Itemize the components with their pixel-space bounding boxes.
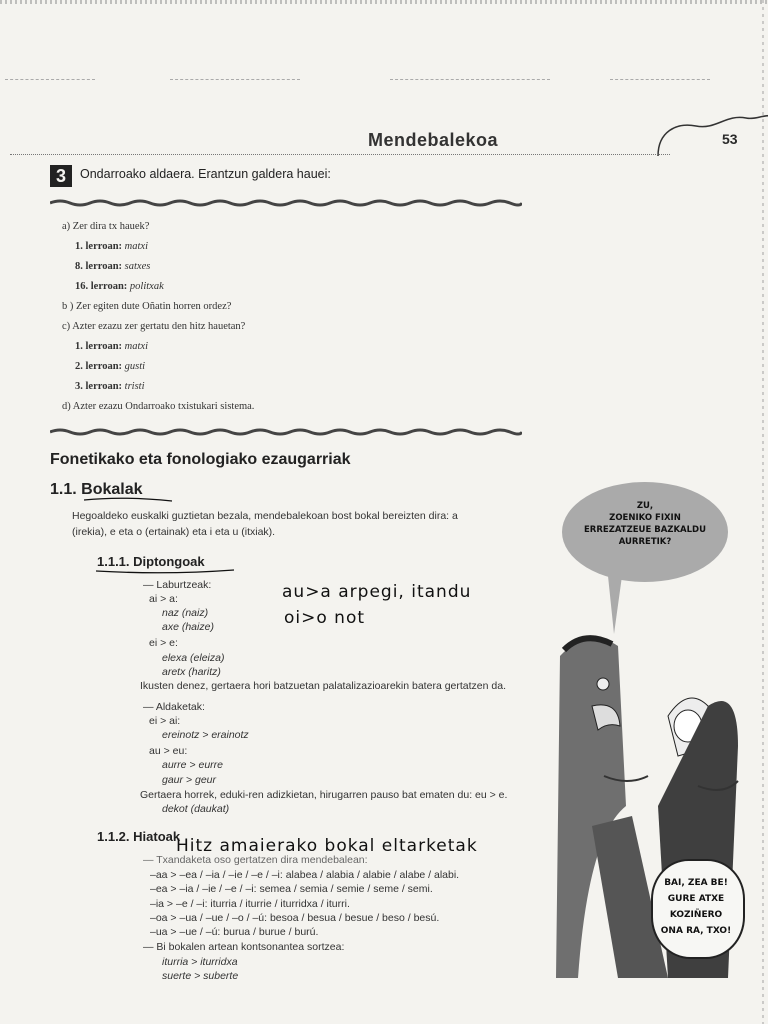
example-iturria: iturria > iturridxa — [162, 956, 238, 968]
hiato-ia: –ia > –e / –i: iturria / iturrie / iturridxa / iturri. — [150, 898, 350, 910]
rule-ei-ai: ei > ai: — [149, 715, 181, 727]
subsection-diptongoak-title: 1.1.1. Diptongoak — [97, 554, 205, 569]
torn-divider-top — [50, 199, 522, 207]
question-a: a) Zer dira tx hauek? — [62, 221, 150, 232]
page-number: 53 — [722, 131, 738, 147]
question-a-item-3: 16. lerroan: politxak — [75, 281, 164, 292]
question-a-item-1: 1. lerroan: matxi — [75, 241, 148, 252]
question-d: d) Azter ezazu Ondarroako txistukari sistema. — [62, 401, 255, 412]
bokalak-body-line-1: Hegoaldeko euskalki guztietan bezala, mendebalekoan bost bokal bereizten dira: a — [72, 510, 458, 522]
handwritten-note-2: oi>o not — [284, 608, 366, 628]
ikusten-text: Ikusten denez, gertaera hori batzuetan palatalizazioarekin batera gertatzen da. — [140, 680, 506, 692]
hiato-aa: –aa > –ea / –ia / –ie / –e / –i: alabea / alabia / alabie / alabe / alabi. — [150, 869, 460, 881]
exercise-number-badge: 3 — [50, 165, 72, 187]
speech-bubble-white-text: BAI, ZEA BE! GURE ATXE KOZIÑERO ONA RA, TXO! — [660, 878, 732, 936]
scan-dash — [390, 79, 550, 82]
handwritten-underline — [84, 496, 174, 504]
bokalak-body-line-2: (irekia), e eta o (ertainak) eta i eta u (itxiak). — [72, 526, 276, 538]
rule-ai-a: ai > a: — [149, 593, 178, 605]
hiato-oa: –oa > –ua / –ue / –o / –ú: besoa / besua / besue / beso / besú. — [150, 912, 440, 924]
header-rule — [10, 154, 670, 155]
handwritten-underline — [96, 568, 236, 576]
handwritten-note-1: au>a arpegi, itandu — [282, 582, 472, 602]
example-axe: axe (haize) — [162, 621, 214, 633]
subsection-bokalak-title: 1.1. Bokalak — [50, 481, 143, 498]
hiato-ua: –ua > –ue / –ú: burua / burue / burú. — [150, 926, 319, 938]
question-a-item-2: 8. lerroan: satxes — [75, 261, 151, 272]
txandaketa-label: — Txandaketa oso gertatzen dira mendebalean: — [143, 854, 368, 866]
hiato-ea: –ea > –ia / –ie / –e / –i: semea / semia / semie / seme / semi. — [150, 883, 433, 895]
question-c-item-3: 3. lerroan: tristi — [75, 381, 145, 392]
exercise-instruction: Ondarroako aldaera. Erantzun galdera hauei: — [80, 167, 331, 181]
header-tab-decoration — [656, 112, 768, 160]
page-header-title: Mendebalekoa — [368, 130, 499, 150]
example-gaur: gaur > geur — [162, 774, 216, 786]
rule-ei-e: ei > e: — [149, 637, 178, 649]
bi-bokalen-label: — Bi bokalen artean kontsonantea sortzea: — [143, 941, 345, 953]
laburtzeak-label: — Laburtzeak: — [143, 579, 212, 591]
torn-divider-bottom — [50, 428, 522, 436]
gertaera-text: Gertaera horrek, eduki-ren adizkietan, hirugarren pauso bat ematen du: eu > e. — [140, 789, 508, 801]
scan-dash — [5, 79, 95, 82]
example-naz: naz (naiz) — [162, 607, 209, 619]
question-c: c) Azter ezazu zer gertatu den hitz hauetan? — [62, 321, 246, 332]
question-c-item-1: 1. lerroan: matxi — [75, 341, 148, 352]
scan-edge-top — [0, 0, 768, 4]
question-c-item-2: 2. lerroan: gusti — [75, 361, 146, 372]
example-ereinotz: ereinotz > erainotz — [162, 729, 249, 741]
section-title: Fonetikako eta fonologiako ezaugarriak — [50, 451, 351, 468]
rule-au-eu: au > eu: — [149, 745, 188, 757]
example-aurre: aurre > eurre — [162, 759, 223, 771]
example-dekot: dekot (daukat) — [162, 803, 230, 815]
scan-dash — [170, 79, 300, 82]
example-aretx: aretx (haritz) — [162, 666, 221, 678]
example-suerte: suerte > suberte — [162, 970, 239, 982]
aldaketak-label: — Aldaketak: — [143, 701, 205, 713]
speech-bubble-grey-text: ZU, ZOENIKO FIXIN ERREZATZEUE BAZKALDU AURRETIK? — [584, 501, 706, 547]
example-elexa: elexa (eleiza) — [162, 652, 225, 664]
handwritten-note-3: Hitz amaierako bokal eltarketak — [176, 836, 478, 856]
scan-dash — [610, 79, 710, 82]
subsection-hiatoak-title: 1.1.2. Hiatoak — [97, 829, 181, 844]
question-b: b ) Zer egiten dute Oñatin horren ordez? — [62, 301, 232, 312]
